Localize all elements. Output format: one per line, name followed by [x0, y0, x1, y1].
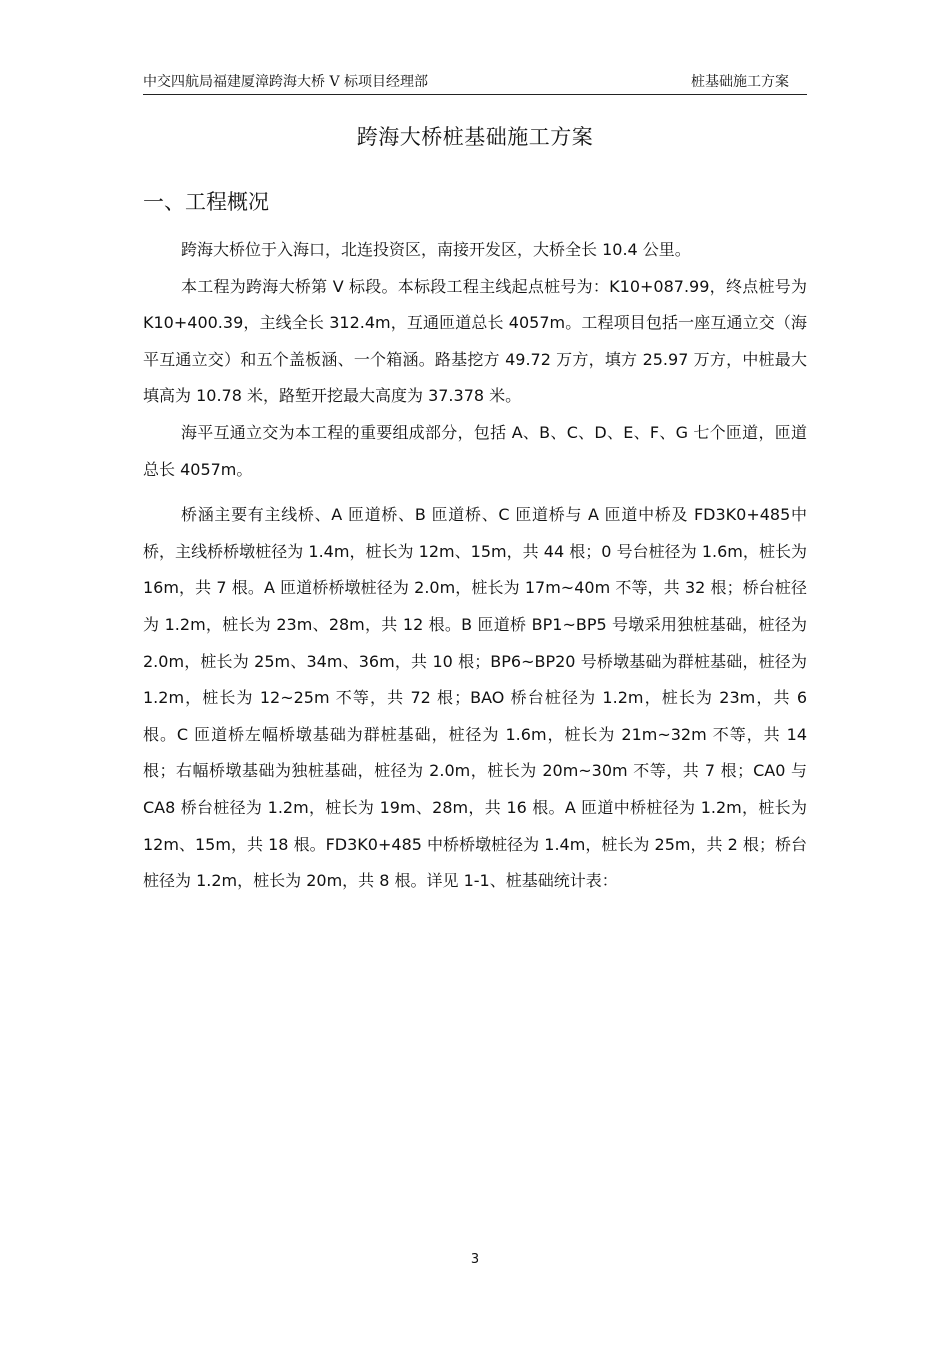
document-title: 跨海大桥桩基础施工方案: [356, 125, 594, 149]
paragraph-bridges: 桥涵主要有主线桥、A 匝道桥、B 匝道桥、C 匝道桥与 A 匝道中桥及 FD3K0+485中桥，主线桥桥墩桩径为 1.4m，桩长为 12m、15m，共 44 根；0 号台桩径为 1.6m，桩长为 16m，共 7 根。A 匝道桥桥墩桩径为 2.0m，桩长为 17m~40m 不等，共 32 根；桥台桩径为 1.2m，桩长为 23m、28m，共 12 根。B 匝道桥 BP1~BP5 号墩采用独桩基础，桩径为 2.0m，桩长为 25m、34m、36m，共 10 根；BP6~BP20 号桥墩基础为群桩基础，桩径为 1.2m，桩长为 12~25m 不等，共 72 根；BAO 桥台桩径为 1.2m，桩长为 23m，共 6 根。C 匝道桥左幅桥墩基础为群桩基础，桩径为 1.6m，桩长为 21m~32m 不等，共 14 根；右幅桥墩基础为独桩基础，桩径为 2.0m，桩长为 20m~30m 不等，共 7 根；CA0 与 CA8 桥台桩径为 1.2m，桩长为 19m、28m，共 16 根。A 匝道中桥桩径为 1.2m，桩长为 12m、15m，共 18 根。FD3K0+485 中桥桥墩桩径为 1.4m，桩长为 25m，共 2 根；桥台桩径为 1.2m，桩长为 20m，共 8 根。详见 1-1、桩基础统计表：: [143, 505, 807, 891]
section-heading: 一、工程概况: [143, 190, 269, 214]
paragraph-interchange: 海平互通立交为本工程的重要组成部分，包括 A、B、C、D、E、F、G 七个匝道，匝道总长 4057m。: [143, 422, 807, 479]
header-project-name: 中交四航局福建厦漳跨海大桥 V 标项目经理部: [143, 74, 429, 90]
paragraph-location: 跨海大桥位于入海口，北连投资区，南接开发区，大桥全长 10.4 公里。: [181, 240, 691, 259]
page-header: [143, 68, 807, 95]
paragraph-scope: 本工程为跨海大桥第 V 标段。本标段工程主线起点桩号为：K10+087.99，终点桩号为 K10+400.39，主线全长 312.4m，互通匝道总长 4057m。工程项目包括一座互通立交（海平互通立交）和五个盖板涵、一个箱涵。路基挖方 49.72 万方，填方 25.97 万方，中桩最大填高为 10.78 米，路堑开挖最大高度为 37.378 米。: [143, 276, 807, 406]
header-doc-title: 桩基础施工方案: [691, 74, 789, 90]
page-number: 3: [470, 1252, 480, 1267]
body-text: [143, 232, 807, 900]
